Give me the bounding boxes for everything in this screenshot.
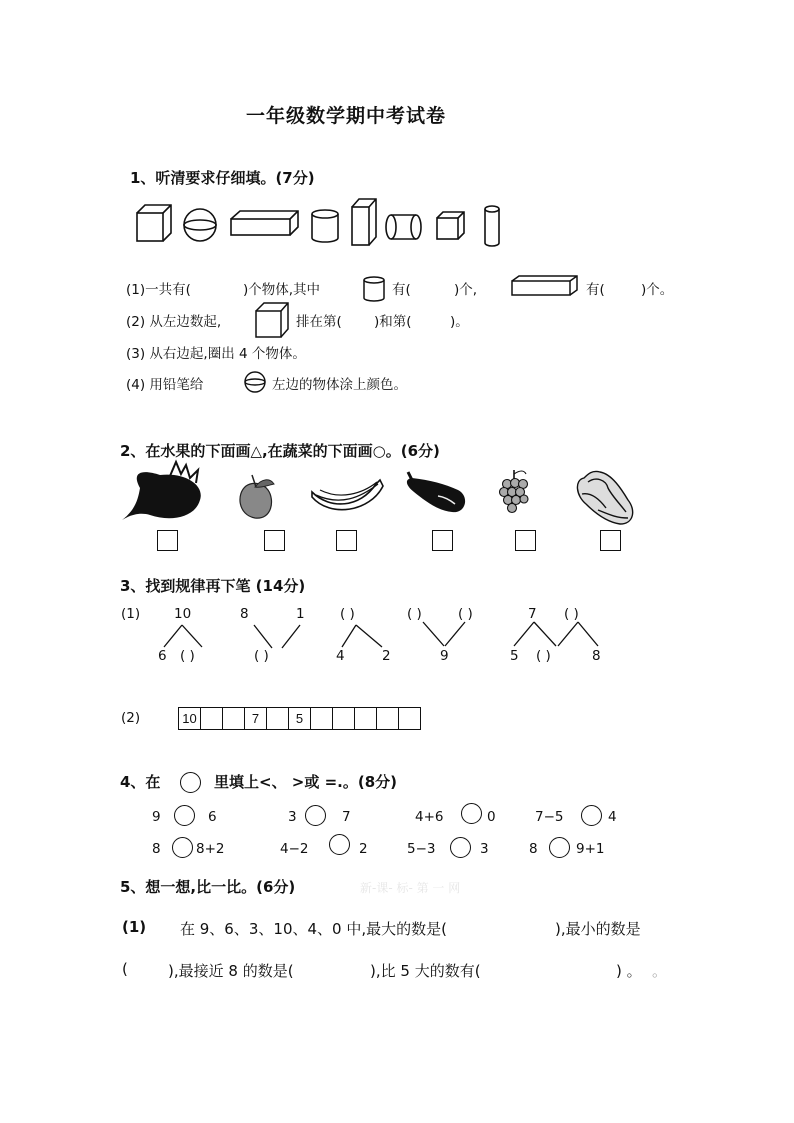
q1-line2-a: (2) 从左边数起, — [126, 314, 222, 330]
q3-heading: 3、找到规律再下笔 (14分) — [120, 577, 306, 595]
q5-line2-e: 。 — [652, 962, 668, 980]
q1-line3: (3) 从右边起,圈出 4 个物体。 — [126, 346, 306, 362]
q5-line1-c: ),最小的数是 — [555, 920, 641, 938]
q3-part1-label: (1) — [121, 606, 141, 622]
compare-left: 5−3 — [407, 841, 436, 857]
q1-line1-d: )个, — [454, 282, 478, 298]
q1-line1-c: 有( — [392, 282, 411, 298]
q1-line1-e: 有( — [586, 282, 605, 298]
bond3-top[interactable]: ( ) — [340, 606, 355, 622]
bond3-left: 4 — [336, 648, 345, 664]
q1-line1-a: (1)一共有( — [126, 282, 191, 298]
compare-right: 0 — [487, 809, 496, 825]
q5-line2-a: ( — [122, 960, 128, 978]
compare-left: 4−2 — [280, 841, 309, 857]
compare-right: 9+1 — [576, 841, 605, 857]
sequence-cell[interactable] — [398, 707, 421, 730]
q1-line4-b: 左边的物体涂上颜色。 — [272, 377, 407, 393]
q1-line4-a: (4) 用铅笔给 — [126, 377, 204, 393]
sequence-cell[interactable] — [332, 707, 355, 730]
compare-right: 4 — [608, 809, 617, 825]
bond2-top-left: 8 — [240, 606, 249, 622]
watermark: 新-课- 标- 第 一 网 — [360, 881, 461, 895]
q5-heading: 5、想一想,比一比。(6分) — [120, 878, 296, 896]
compare-left: 7−5 — [535, 809, 564, 825]
compare-right: 8+2 — [196, 841, 225, 857]
answer-circle-icon — [180, 772, 201, 793]
q5-line2-c: ),比 5 大的数有( — [370, 962, 481, 980]
bond5-bottom-3: 8 — [592, 648, 601, 664]
q5-line1-label: (1) — [122, 918, 147, 936]
q5-line2-b: ),最接近 8 的数是( — [168, 962, 294, 980]
bond2-top-right: 1 — [296, 606, 305, 622]
page-title: 一年级数学期中考试卷 — [246, 105, 447, 127]
bond1-left: 6 — [158, 648, 167, 664]
bond3-right: 2 — [382, 648, 391, 664]
compare-right: 2 — [359, 841, 368, 857]
sequence-cell[interactable] — [200, 707, 223, 730]
q1-line2-b: 排在第( — [296, 314, 342, 330]
sequence-cell[interactable] — [354, 707, 377, 730]
q1-line1-f: )个。 — [641, 282, 674, 298]
bond4-bottom: 9 — [440, 648, 449, 664]
compare-left: 9 — [152, 809, 161, 825]
q1-line2-c: )和第( — [374, 314, 412, 330]
compare-circle[interactable] — [305, 805, 326, 826]
compare-right: 3 — [480, 841, 489, 857]
sequence-cell[interactable] — [222, 707, 245, 730]
sequence-cells — [179, 707, 421, 730]
sequence-cell: 5 — [288, 707, 311, 730]
sequence-cell: 10 — [178, 707, 201, 730]
bond5-bottom-1: 5 — [510, 648, 519, 664]
sequence-cell[interactable] — [376, 707, 399, 730]
bond1-right[interactable]: ( ) — [180, 648, 195, 664]
q4-heading-a: 4、在 — [120, 773, 161, 791]
bond2-bottom[interactable]: ( ) — [254, 648, 269, 664]
bond5-top-left: 7 — [528, 606, 537, 622]
bond4-top-left[interactable]: ( ) — [407, 606, 422, 622]
sequence-cell[interactable] — [310, 707, 333, 730]
q1-line1-b: )个物体,其中 — [243, 282, 321, 298]
compare-left: 3 — [288, 809, 297, 825]
compare-circle[interactable] — [450, 837, 471, 858]
q1-heading: 1、听清要求仔细填。(7分) — [130, 169, 315, 187]
compare-left: 8 — [152, 841, 161, 857]
q1-line2-d: )。 — [450, 314, 469, 330]
q3-part2-label: (2) — [121, 710, 141, 726]
q5-line2-d: ) 。 — [616, 962, 642, 980]
bond5-top-right[interactable]: ( ) — [564, 606, 579, 622]
compare-circle[interactable] — [174, 805, 195, 826]
bond5-bottom-2[interactable]: ( ) — [536, 648, 551, 664]
compare-right: 6 — [208, 809, 217, 825]
q2-heading: 2、在水果的下面画△,在蔬菜的下面画○。(6分) — [120, 442, 440, 460]
compare-circle[interactable] — [549, 837, 570, 858]
compare-circle[interactable] — [461, 803, 482, 824]
compare-circle[interactable] — [329, 834, 350, 855]
sequence-cell: 7 — [244, 707, 267, 730]
compare-left: 4+6 — [415, 809, 444, 825]
compare-left: 8 — [529, 841, 538, 857]
compare-circle[interactable] — [172, 837, 193, 858]
bond1-top: 10 — [174, 606, 192, 622]
bond4-top-right[interactable]: ( ) — [458, 606, 473, 622]
compare-right: 7 — [342, 809, 351, 825]
q4-heading-b: 里填上<、 >或 =.。(8分) — [214, 773, 397, 791]
compare-circle[interactable] — [581, 805, 602, 826]
q5-line1-b: 在 9、6、3、10、4、0 中,最大的数是( — [180, 920, 447, 938]
sequence-cell[interactable] — [266, 707, 289, 730]
